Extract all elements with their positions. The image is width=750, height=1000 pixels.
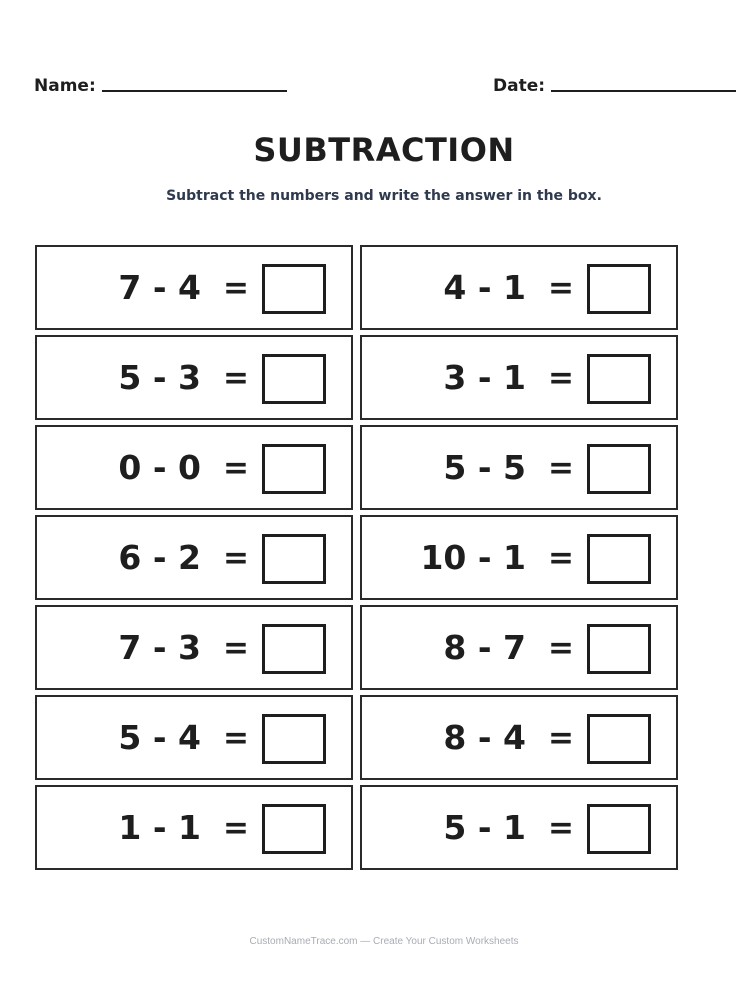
equals-sign: = (548, 810, 574, 846)
problem-expression: 5 - 4 (118, 718, 201, 757)
equals-sign: = (548, 720, 574, 756)
answer-box[interactable] (587, 264, 651, 314)
problem-expression: 0 - 0 (118, 448, 201, 487)
page-title: SUBTRACTION (253, 131, 515, 169)
problem-cell (35, 245, 353, 330)
answer-box[interactable] (262, 354, 326, 404)
date-line[interactable] (551, 90, 736, 92)
equals-sign: = (223, 270, 249, 306)
equals-sign: = (548, 540, 574, 576)
problem-expression: 5 - 1 (443, 808, 526, 847)
problem-cell (360, 335, 678, 420)
problem-expression: 6 - 2 (118, 538, 201, 577)
problem-expression: 7 - 4 (118, 268, 201, 307)
problem-cell (360, 245, 678, 330)
problem-expression: 5 - 5 (443, 448, 526, 487)
equals-sign: = (223, 540, 249, 576)
problem-expression: 7 - 3 (118, 628, 201, 667)
date-label: Date: (493, 76, 546, 96)
problem-cell (35, 515, 353, 600)
problem-cell (35, 335, 353, 420)
answer-box[interactable] (587, 444, 651, 494)
equals-sign: = (548, 270, 574, 306)
answer-box[interactable] (262, 444, 326, 494)
equals-sign: = (223, 360, 249, 396)
equals-sign: = (223, 810, 249, 846)
answer-box[interactable] (587, 804, 651, 854)
problem-expression: 8 - 4 (443, 718, 526, 757)
equals-sign: = (548, 360, 574, 396)
name-label: Name: (34, 76, 96, 96)
answer-box[interactable] (587, 354, 651, 404)
problem-expression: 3 - 1 (443, 358, 526, 397)
answer-box[interactable] (262, 624, 326, 674)
problem-expression: 8 - 7 (443, 628, 526, 667)
instructions: Subtract the numbers and write the answer in the box. (166, 188, 602, 204)
answer-box[interactable] (262, 264, 326, 314)
problem-expression: 4 - 1 (443, 268, 526, 307)
problem-cell (360, 515, 678, 600)
problem-expression: 1 - 1 (118, 808, 201, 847)
answer-box[interactable] (262, 714, 326, 764)
equals-sign: = (223, 630, 249, 666)
problem-cell (35, 695, 353, 780)
problem-cell (35, 605, 353, 690)
problem-cell (360, 425, 678, 510)
problem-expression: 10 - 1 (420, 538, 526, 577)
problem-cell (360, 605, 678, 690)
answer-box[interactable] (587, 624, 651, 674)
problem-cell (35, 425, 353, 510)
answer-box[interactable] (262, 804, 326, 854)
footer: CustomNameTrace.com — Create Your Custom Worksheets (249, 936, 519, 947)
equals-sign: = (548, 450, 574, 486)
equals-sign: = (223, 720, 249, 756)
answer-box[interactable] (262, 534, 326, 584)
problem-cell (35, 785, 353, 870)
problem-expression: 5 - 3 (118, 358, 201, 397)
answer-box[interactable] (587, 714, 651, 764)
equals-sign: = (223, 450, 249, 486)
name-line[interactable] (102, 90, 287, 92)
problem-cell (360, 785, 678, 870)
problem-cell (360, 695, 678, 780)
equals-sign: = (548, 630, 574, 666)
answer-box[interactable] (587, 534, 651, 584)
